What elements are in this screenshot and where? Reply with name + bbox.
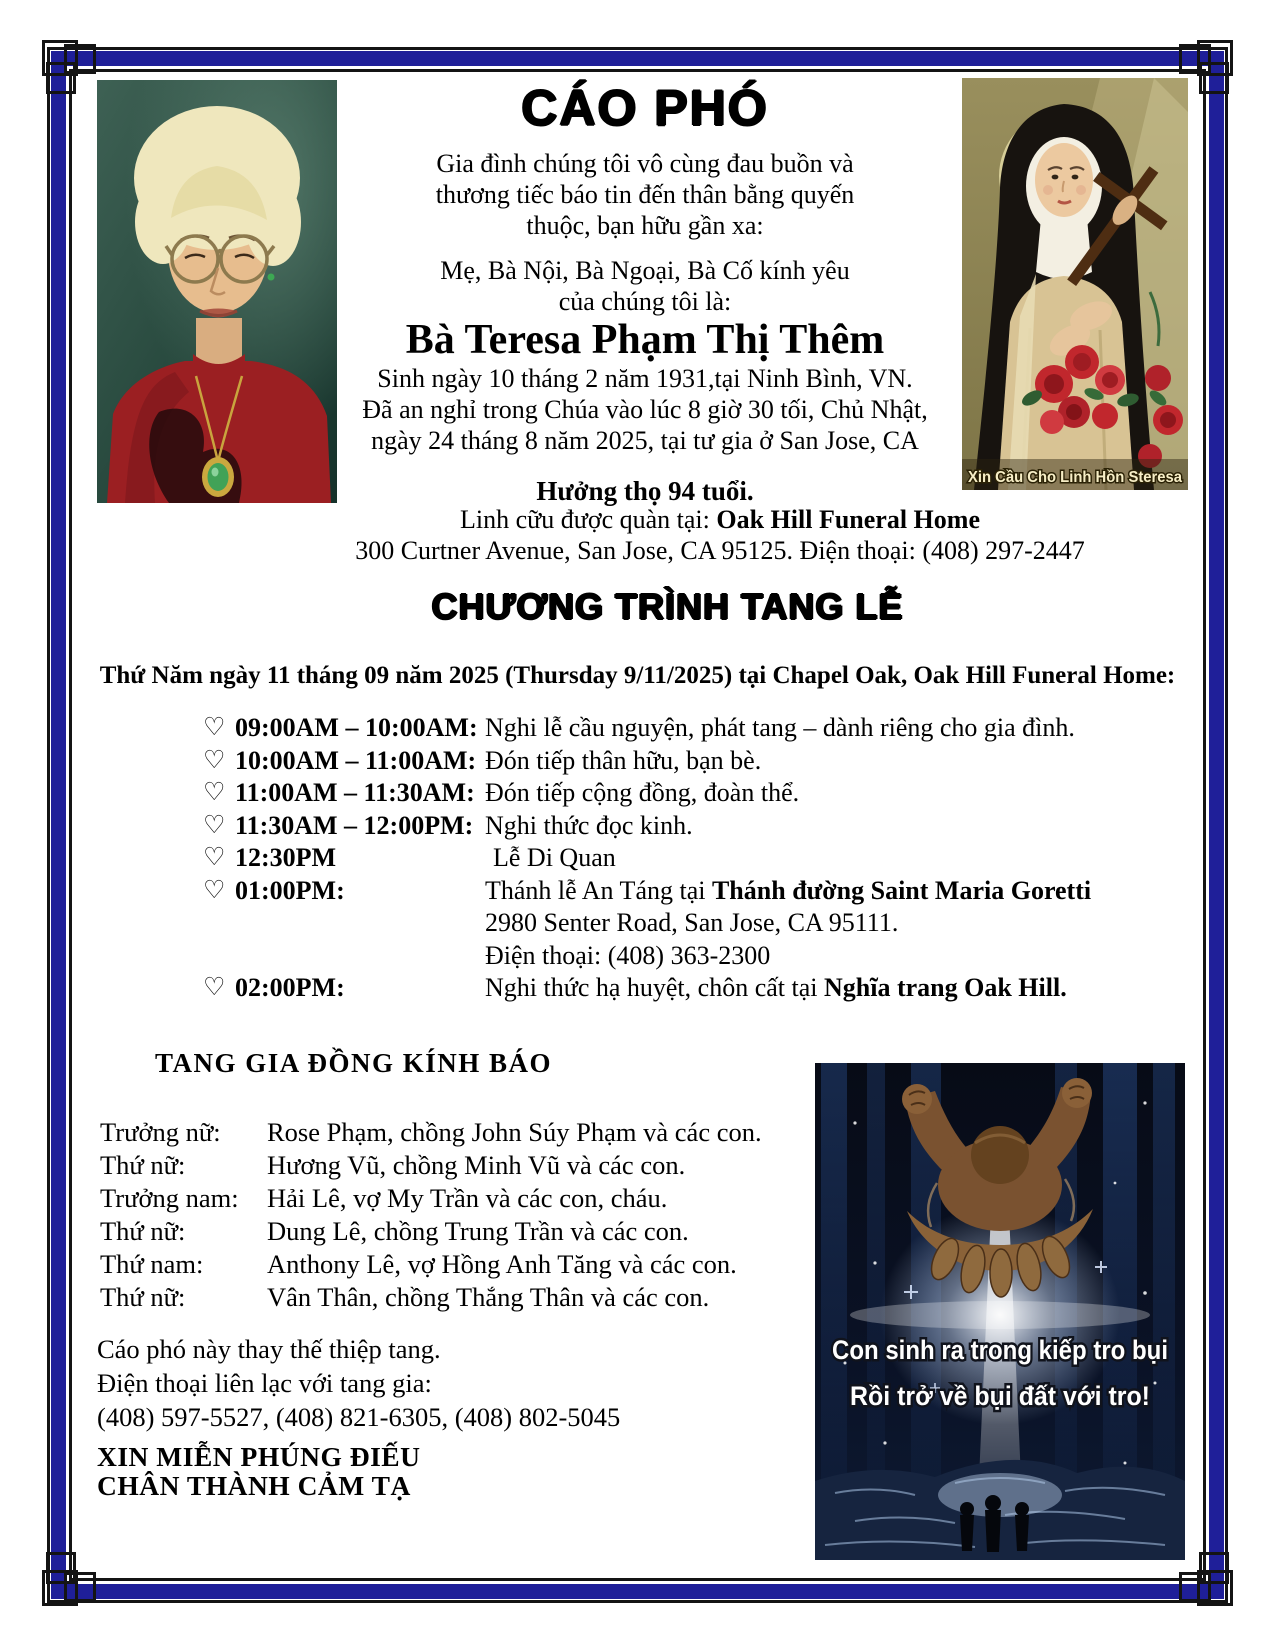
intro-line-3: thuộc, bạn hữu gần xa: <box>526 211 764 240</box>
funeral-home-address: 300 Curtner Avenue, San Jose, CA 95125. Điện thoại: (408) 297-2447 <box>355 536 1085 565</box>
schedule-desc: Nghi thức đọc kinh. <box>485 810 693 840</box>
closing-line-2: CHÂN THÀNH CẢM TẠ <box>97 1470 411 1501</box>
funeral-home-block <box>280 504 1160 566</box>
schedule-row <box>203 842 1103 875</box>
family-relation: Thứ nữ: <box>100 1216 186 1246</box>
funeral-home-name: Oak Hill Funeral Home <box>716 505 980 534</box>
family-relation: Trưởng nam: <box>100 1183 239 1213</box>
heart-icon: ♡ <box>203 746 226 774</box>
family-row <box>100 1116 762 1149</box>
family-relation: Thứ nam: <box>100 1249 204 1279</box>
schedule-time: 11:30AM – 12:00PM: <box>235 810 474 840</box>
family-names: Dung Lê, chồng Trung Trần và các con. <box>267 1216 689 1246</box>
family-list <box>100 1116 762 1314</box>
schedule-time: 10:00AM – 11:00AM: <box>235 745 477 775</box>
funeral-home-line: Linh cữu được quàn tại: Oak Hill Funeral Home <box>460 505 980 534</box>
family-heading: TANG GIA ĐỒNG KÍNH BÁO <box>155 1048 553 1078</box>
death-line-2: ngày 24 tháng 8 năm 2025, tại tư gia ở San Jose, CA <box>371 426 919 455</box>
program-heading: CHƯƠNG TRÌNH TANG LỄ <box>431 586 904 627</box>
heart-icon: ♡ <box>203 876 226 904</box>
schedule-desc: Đón tiếp thân hữu, bạn bè. <box>485 745 762 775</box>
schedule-time: 09:00AM – 10:00AM: <box>235 713 478 742</box>
schedule-time: 02:00PM: <box>235 973 345 1002</box>
schedule-row <box>203 972 1103 1005</box>
church-address: 2980 Senter Road, San Jose, CA 95111. <box>485 908 899 937</box>
saint-image <box>962 78 1188 490</box>
contact-note: Cáo phó này thay thế thiệp tang. <box>97 1334 441 1364</box>
church-name: Thánh đường Saint Maria Goretti <box>711 875 1092 905</box>
family-names: Hải Lê, vợ My Trần và các con, cháu. <box>267 1183 668 1213</box>
death-line-1: Đã an nghỉ trong Chúa vào lúc 8 giờ 30 tối, Chủ Nhật, <box>362 395 928 424</box>
family-names: Hương Vũ, chồng Minh Vũ và các con. <box>267 1150 686 1180</box>
memorial-caption-line-1: Con sinh ra trong kiếp tro bụi <box>832 1335 1168 1365</box>
heart-icon: ♡ <box>203 779 226 806</box>
cemetery-name: Nghĩa trang Oak Hill. <box>824 973 1067 1002</box>
family-relation: Trưởng nữ: <box>100 1117 221 1147</box>
family-relation: Thứ nữ: <box>100 1150 186 1180</box>
schedule-desc: Thánh lễ An Táng tại Thánh đường Saint Maria Goretti 2980 Senter Road, San Jose, CA 95111. Điện thoại: (408) 363-2300 <box>485 875 1103 973</box>
schedule-row <box>203 745 1103 778</box>
relation-line-2: của chúng tôi là: <box>558 287 732 316</box>
closing-block <box>97 1442 420 1500</box>
deceased-name: Bà Teresa Phạm Thị Thêm <box>405 317 885 363</box>
schedule-time: 12:30PM <box>235 843 337 872</box>
schedule-desc: Nghi thức hạ huyệt, chôn cất tại Nghĩa trang Oak Hill. <box>485 973 1067 1002</box>
heart-icon: ♡ <box>203 974 226 1001</box>
schedule-row <box>203 810 1103 843</box>
church-phone: Điện thoại: (408) 363-2300 <box>485 940 771 970</box>
contact-block <box>97 1332 620 1434</box>
birth-line: Sinh ngày 10 tháng 2 năm 1931,tại Ninh Bình, VN. <box>377 364 913 393</box>
schedule-time: 11:00AM – 11:30AM: <box>235 778 475 807</box>
age-line: Hưởng thọ 94 tuổi. <box>536 476 754 506</box>
family-row <box>100 1248 762 1281</box>
schedule-desc: Đón tiếp cộng đồng, đoàn thể. <box>485 778 800 807</box>
family-row <box>100 1215 762 1248</box>
announcement-title: CÁO PHÓ <box>521 80 769 136</box>
memorial-image <box>815 1063 1185 1560</box>
contact-phone-label: Điện thoại liên lạc với tang gia: <box>97 1368 432 1398</box>
schedule-row <box>203 777 1103 810</box>
memorial-caption-line-2: Rồi trở về bụi đất với tro! <box>850 1381 1150 1411</box>
family-row <box>100 1182 762 1215</box>
schedule-desc: Nghi lễ cầu nguyện, phát tang – dành riêng cho gia đình. <box>485 713 1075 742</box>
header-block <box>335 80 955 507</box>
schedule-desc: Lễ Di Quan <box>493 843 616 872</box>
relation-line-1: Mẹ, Bà Nội, Bà Ngoại, Bà Cố kính yêu <box>440 256 850 285</box>
schedule-time: 01:00PM: <box>235 875 345 905</box>
program-schedule <box>203 712 1103 1005</box>
family-row <box>100 1281 762 1314</box>
program-date-line: Thứ Năm ngày 11 tháng 09 năm 2025 (Thursday 9/11/2025) tại Chapel Oak, Oak Hill Funeral Home: <box>99 662 1176 689</box>
portrait-photo <box>97 80 337 503</box>
intro-line-2: thương tiếc báo tin đến thân bằng quyến <box>435 180 855 209</box>
closing-line-1: XIN MIỄN PHÚNG ĐIẾU <box>97 1441 421 1472</box>
schedule-row <box>203 875 1103 973</box>
family-names: Anthony Lê, vợ Hồng Anh Tăng và các con. <box>267 1249 737 1279</box>
schedule-row <box>203 712 1103 745</box>
family-row <box>100 1149 762 1182</box>
contact-phones: (408) 597-5527, (408) 821-6305, (408) 802-5045 <box>97 1402 621 1432</box>
heart-icon: ♡ <box>203 811 226 839</box>
saint-caption: Xin Cầu Cho Linh Hồn Steresa <box>968 469 1183 486</box>
corner-ornament-bottom-left <box>42 1536 112 1606</box>
family-names: Vân Thân, chồng Thắng Thân và các con. <box>267 1282 710 1312</box>
intro-line-1: Gia đình chúng tôi vô cùng đau buồn và <box>436 149 854 178</box>
family-relation: Thứ nữ: <box>100 1282 186 1312</box>
heart-icon: ♡ <box>203 844 226 871</box>
family-names: Rose Phạm, chồng John Súy Phạm và các con. <box>267 1117 762 1147</box>
heart-icon: ♡ <box>203 714 226 741</box>
